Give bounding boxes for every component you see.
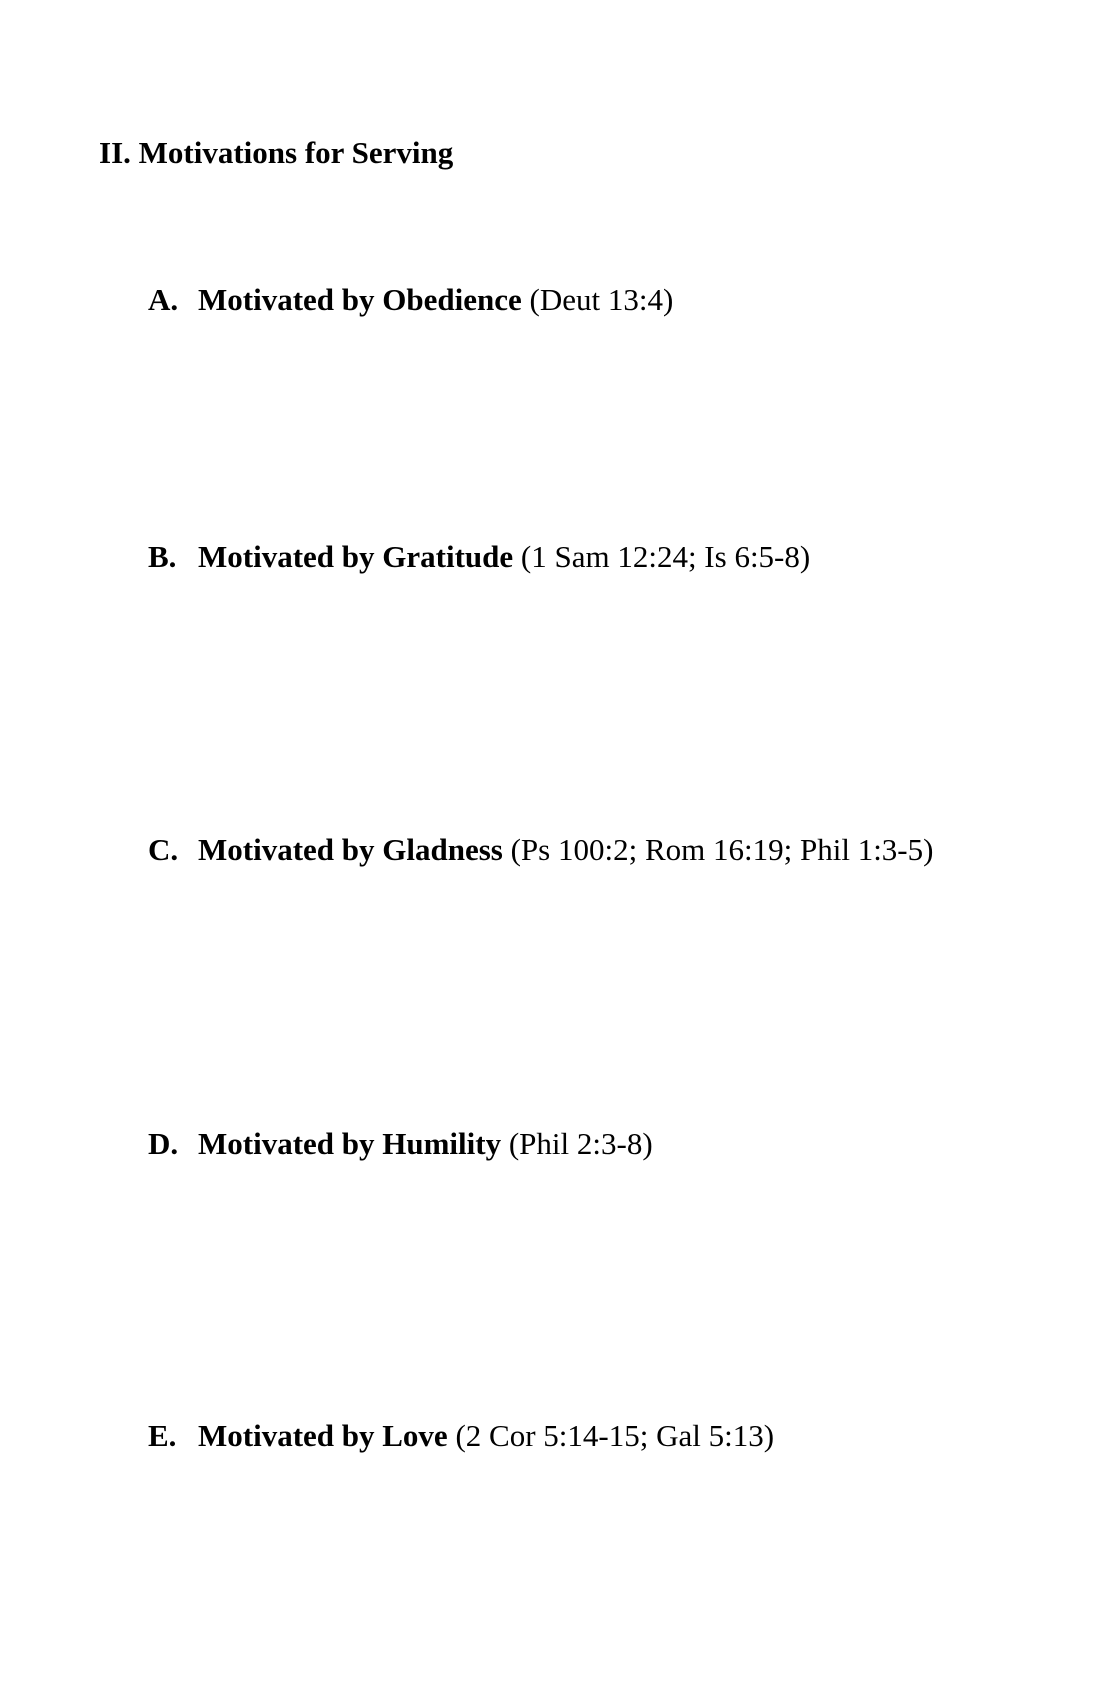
outline-item-love: [148, 1416, 774, 1456]
outline-item-gratitude: [148, 537, 810, 577]
outline-item-letter: E.: [148, 1418, 177, 1453]
outline-item-reference: (Phil 2:3-8): [508, 1126, 653, 1161]
outline-item-letter: D.: [148, 1126, 179, 1161]
outline-item-reference: (Ps 100:2; Rom 16:19; Phil 1:3-5): [510, 832, 934, 867]
outline-item-title: Motivated by Humility: [198, 1126, 502, 1161]
outline-item-letter: C.: [148, 832, 179, 867]
outline-item-reference: (1 Sam 12:24; Is 6:5-8): [520, 539, 811, 574]
outline-item-title: Motivated by Obedience: [198, 282, 522, 317]
outline-item-title: Motivated by Gladness: [198, 832, 503, 867]
outline-item-letter: B.: [148, 539, 177, 574]
outline-item-reference: (Deut 13:4): [529, 282, 674, 317]
outline-item-gladness: [148, 830, 933, 870]
outline-item-obedience: [148, 280, 673, 320]
outline-item-humility: [148, 1124, 653, 1164]
outline-item-reference: (2 Cor 5:14-15; Gal 5:13): [455, 1418, 775, 1453]
outline-item-title: Motivated by Love: [198, 1418, 448, 1453]
outline-item-letter: A.: [148, 282, 179, 317]
section-heading: II. Motivations for Serving: [99, 135, 454, 170]
outline-item-title: Motivated by Gratitude: [198, 539, 514, 574]
